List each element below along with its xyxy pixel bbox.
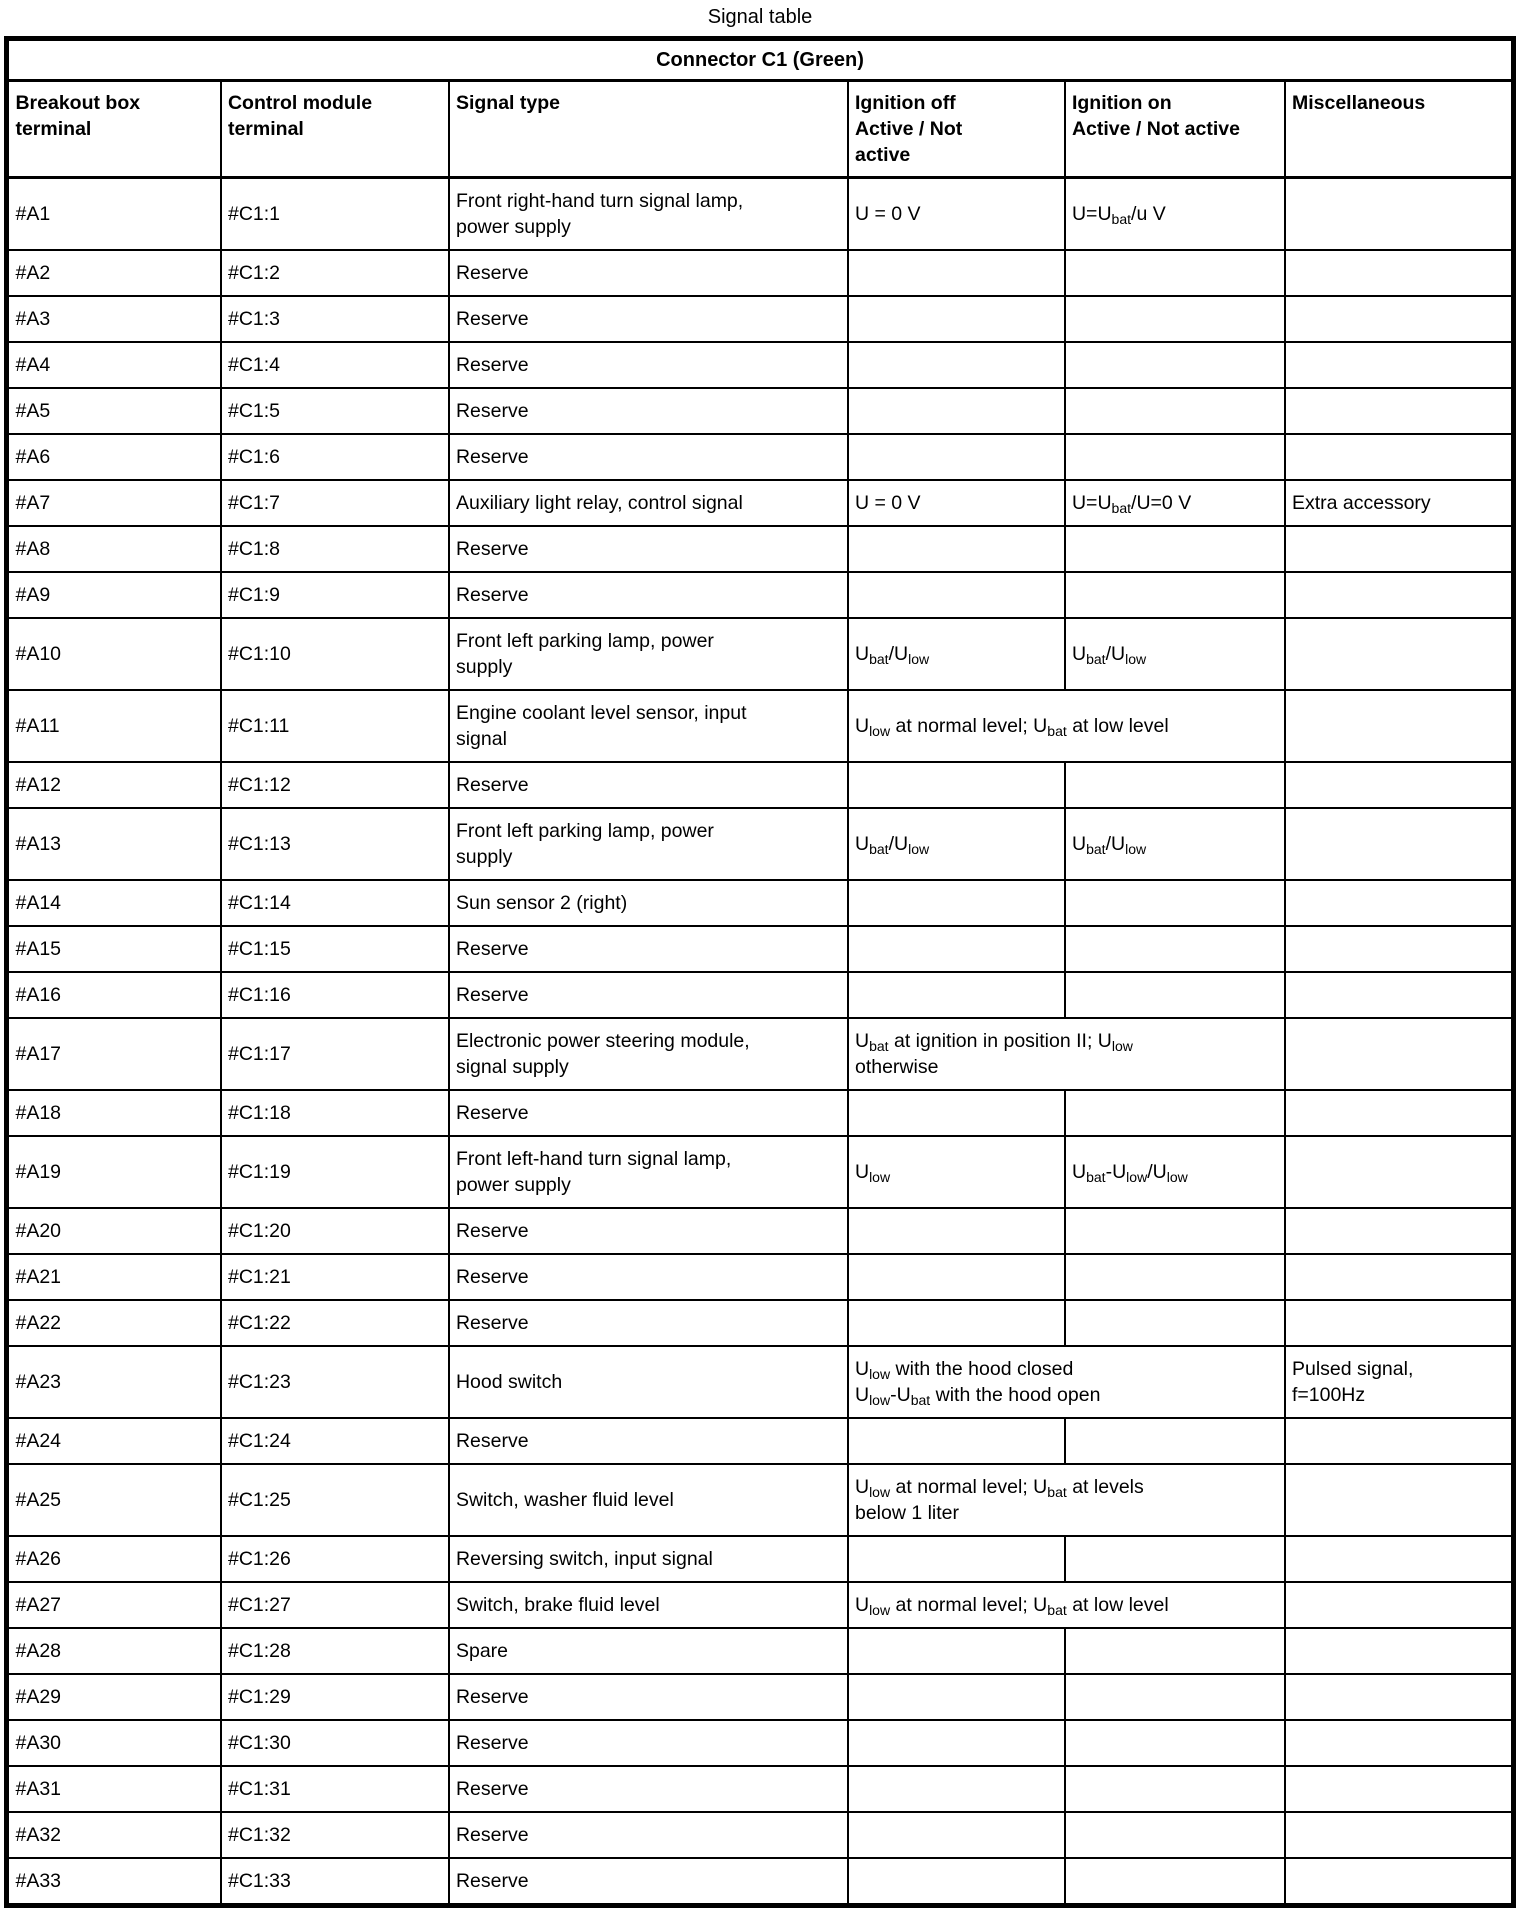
ignition-off-cell: [848, 1766, 1065, 1812]
ignition-on-cell: [1065, 1720, 1285, 1766]
breakout-terminal-cell: #A23: [7, 1346, 221, 1418]
module-terminal-cell: #C1:2: [221, 250, 449, 296]
miscellaneous-cell: [1285, 1536, 1513, 1582]
module-terminal-cell: #C1:26: [221, 1536, 449, 1582]
miscellaneous-cell: [1285, 972, 1513, 1018]
signal-type-cell: Reserve: [449, 296, 848, 342]
module-terminal-cell: #C1:24: [221, 1418, 449, 1464]
breakout-terminal-cell: #A10: [7, 618, 221, 690]
breakout-terminal-cell: #A21: [7, 1254, 221, 1300]
module-terminal-cell: #C1:3: [221, 296, 449, 342]
ignition-on-cell: [1065, 434, 1285, 480]
ignition-on-cell: $U=U_{bat}/U=0$ V: [1065, 480, 1285, 526]
signal-type-cell: Reserve: [449, 1812, 848, 1858]
table-row: [7, 572, 1513, 618]
signal-type-cell: Hood switch: [449, 1346, 848, 1418]
breakout-terminal-cell: #A2: [7, 250, 221, 296]
breakout-terminal-cell: #A17: [7, 1018, 221, 1090]
module-terminal-cell: #C1:31: [221, 1766, 449, 1812]
signal-type-cell: Reserve: [449, 762, 848, 808]
module-terminal-cell: #C1:29: [221, 1674, 449, 1720]
module-terminal-cell: #C1:4: [221, 342, 449, 388]
signal-type-cell: Reserve: [449, 1858, 848, 1906]
signal-type-cell: Reserve: [449, 1300, 848, 1346]
table-row: [7, 296, 1513, 342]
signal-type-cell: Switch, brake fluid level: [449, 1582, 848, 1628]
table-row: [7, 690, 1513, 762]
miscellaneous-cell: [1285, 1766, 1513, 1812]
ignition-on-cell: [1065, 296, 1285, 342]
miscellaneous-cell: [1285, 572, 1513, 618]
column-header-breakout-terminal: Breakout box terminal: [7, 81, 221, 178]
ignition-on-cell: $U_{bat}/U_{low}$: [1065, 808, 1285, 880]
ignition-off-cell: [848, 1418, 1065, 1464]
breakout-terminal-cell: #A12: [7, 762, 221, 808]
ignition-off-cell: [848, 1254, 1065, 1300]
breakout-terminal-cell: #A6: [7, 434, 221, 480]
ignition-off-cell: [848, 1208, 1065, 1254]
table-row: [7, 1858, 1513, 1906]
ignition-off-on-span-cell: $U_{bat}$ at ignition in position II; $U_{low}$ otherwise: [848, 1018, 1285, 1090]
miscellaneous-cell: [1285, 690, 1513, 762]
miscellaneous-cell: [1285, 1254, 1513, 1300]
miscellaneous-cell: [1285, 880, 1513, 926]
breakout-terminal-cell: #A15: [7, 926, 221, 972]
module-terminal-cell: #C1:16: [221, 972, 449, 1018]
signal-type-cell: Reserve: [449, 1720, 848, 1766]
column-header-signal-type: Signal type: [449, 81, 848, 178]
column-header-ignition-off: Ignition off Active / Not active: [848, 81, 1065, 178]
table-row: [7, 762, 1513, 808]
signal-type-cell: Reserve: [449, 926, 848, 972]
table-row: [7, 1090, 1513, 1136]
signal-type-cell: Reserve: [449, 1766, 848, 1812]
table-row: [7, 480, 1513, 526]
table-row: [7, 1464, 1513, 1536]
table-row: [7, 1674, 1513, 1720]
table-row: [7, 1766, 1513, 1812]
breakout-terminal-cell: #A24: [7, 1418, 221, 1464]
signal-type-cell: Auxiliary light relay, control signal: [449, 480, 848, 526]
signal-table-body: [7, 178, 1513, 1906]
ignition-on-cell: [1065, 1674, 1285, 1720]
table-row: [7, 1418, 1513, 1464]
breakout-terminal-cell: #A22: [7, 1300, 221, 1346]
ignition-on-cell: [1065, 1536, 1285, 1582]
ignition-off-cell: [848, 1674, 1065, 1720]
breakout-terminal-cell: #A31: [7, 1766, 221, 1812]
module-terminal-cell: #C1:23: [221, 1346, 449, 1418]
breakout-terminal-cell: #A33: [7, 1858, 221, 1906]
column-header-module-terminal: Control module terminal: [221, 81, 449, 178]
module-terminal-cell: #C1:8: [221, 526, 449, 572]
table-row: [7, 926, 1513, 972]
ignition-off-on-span-cell: $U_{low}$ at normal level; $U_{bat}$ at levels below 1 liter: [848, 1464, 1285, 1536]
ignition-off-cell: [848, 1536, 1065, 1582]
module-terminal-cell: #C1:28: [221, 1628, 449, 1674]
ignition-off-cell: [848, 296, 1065, 342]
breakout-terminal-cell: #A20: [7, 1208, 221, 1254]
miscellaneous-cell: [1285, 1812, 1513, 1858]
breakout-terminal-cell: #A32: [7, 1812, 221, 1858]
ignition-off-cell: [848, 762, 1065, 808]
ignition-on-cell: [1065, 1254, 1285, 1300]
miscellaneous-cell: [1285, 434, 1513, 480]
ignition-on-cell: [1065, 342, 1285, 388]
ignition-off-cell: [848, 250, 1065, 296]
ignition-on-cell: [1065, 388, 1285, 434]
module-terminal-cell: #C1:25: [221, 1464, 449, 1536]
ignition-off-cell: [848, 388, 1065, 434]
miscellaneous-cell: [1285, 296, 1513, 342]
miscellaneous-cell: [1285, 808, 1513, 880]
column-header-miscellaneous: Miscellaneous: [1285, 81, 1513, 178]
breakout-terminal-cell: #A28: [7, 1628, 221, 1674]
miscellaneous-cell: Extra accessory: [1285, 480, 1513, 526]
breakout-terminal-cell: #A9: [7, 572, 221, 618]
column-header-ignition-on: Ignition on Active / Not active: [1065, 81, 1285, 178]
signal-type-cell: Reserve: [449, 1418, 848, 1464]
miscellaneous-cell: [1285, 1300, 1513, 1346]
table-row: [7, 1536, 1513, 1582]
connector-header-row: [7, 39, 1513, 81]
table-row: [7, 1018, 1513, 1090]
miscellaneous-cell: [1285, 178, 1513, 251]
module-terminal-cell: #C1:19: [221, 1136, 449, 1208]
module-terminal-cell: #C1:12: [221, 762, 449, 808]
signal-table: [4, 36, 1515, 1908]
miscellaneous-cell: [1285, 762, 1513, 808]
signal-type-cell: Engine coolant level sensor, input signal: [449, 690, 848, 762]
signal-type-cell: Reserve: [449, 250, 848, 296]
ignition-on-cell: [1065, 1090, 1285, 1136]
column-header-row: [7, 81, 1513, 178]
miscellaneous-cell: Pulsed signal, f=100Hz: [1285, 1346, 1513, 1418]
module-terminal-cell: #C1:15: [221, 926, 449, 972]
table-row: [7, 178, 1513, 251]
miscellaneous-cell: [1285, 1720, 1513, 1766]
table-row: [7, 1300, 1513, 1346]
module-terminal-cell: #C1:14: [221, 880, 449, 926]
module-terminal-cell: #C1:22: [221, 1300, 449, 1346]
module-terminal-cell: #C1:18: [221, 1090, 449, 1136]
ignition-off-on-span-cell: $U_{low}$ with the hood closed $U_{low}-U_{bat}$ with the hood open: [848, 1346, 1285, 1418]
miscellaneous-cell: [1285, 526, 1513, 572]
ignition-off-cell: [848, 972, 1065, 1018]
module-terminal-cell: #C1:6: [221, 434, 449, 480]
ignition-on-cell: [1065, 762, 1285, 808]
module-terminal-cell: #C1:5: [221, 388, 449, 434]
table-row: [7, 434, 1513, 480]
ignition-on-cell: [1065, 1208, 1285, 1254]
breakout-terminal-cell: #A8: [7, 526, 221, 572]
breakout-terminal-cell: #A30: [7, 1720, 221, 1766]
signal-type-cell: Reserve: [449, 572, 848, 618]
ignition-on-cell: [1065, 880, 1285, 926]
table-row: [7, 880, 1513, 926]
breakout-terminal-cell: #A4: [7, 342, 221, 388]
breakout-terminal-cell: #A14: [7, 880, 221, 926]
ignition-off-on-span-cell: $U_{low}$ at normal level; $U_{bat}$ at low level: [848, 1582, 1285, 1628]
ignition-on-cell: [1065, 1628, 1285, 1674]
ignition-off-cell: [848, 926, 1065, 972]
module-terminal-cell: #C1:13: [221, 808, 449, 880]
miscellaneous-cell: [1285, 1858, 1513, 1906]
module-terminal-cell: #C1:1: [221, 178, 449, 251]
signal-type-cell: Reserve: [449, 434, 848, 480]
table-row: [7, 1208, 1513, 1254]
ignition-off-cell: [848, 880, 1065, 926]
table-row: [7, 526, 1513, 572]
ignition-off-cell: $U_{low}$: [848, 1136, 1065, 1208]
ignition-on-cell: $U=U_{bat}/u$ V: [1065, 178, 1285, 251]
ignition-on-cell: [1065, 1858, 1285, 1906]
ignition-on-cell: [1065, 972, 1285, 1018]
breakout-terminal-cell: #A27: [7, 1582, 221, 1628]
signal-type-cell: Reserve: [449, 342, 848, 388]
table-row: [7, 1582, 1513, 1628]
ignition-off-cell: [848, 1300, 1065, 1346]
breakout-terminal-cell: #A7: [7, 480, 221, 526]
miscellaneous-cell: [1285, 1018, 1513, 1090]
miscellaneous-cell: [1285, 926, 1513, 972]
ignition-on-cell: [1065, 1300, 1285, 1346]
ignition-off-cell: U = 0 V: [848, 480, 1065, 526]
ignition-off-cell: [848, 1628, 1065, 1674]
table-row: [7, 1812, 1513, 1858]
module-terminal-cell: #C1:27: [221, 1582, 449, 1628]
ignition-off-cell: [848, 1090, 1065, 1136]
ignition-on-cell: [1065, 1766, 1285, 1812]
miscellaneous-cell: [1285, 1208, 1513, 1254]
ignition-off-cell: [848, 342, 1065, 388]
breakout-terminal-cell: #A25: [7, 1464, 221, 1536]
signal-type-cell: Front left parking lamp, power supply: [449, 808, 848, 880]
module-terminal-cell: #C1:33: [221, 1858, 449, 1906]
ignition-on-cell: [1065, 1418, 1285, 1464]
signal-type-cell: Reserve: [449, 1674, 848, 1720]
miscellaneous-cell: [1285, 1090, 1513, 1136]
ignition-off-cell: $U_{bat}/U_{low}$: [848, 618, 1065, 690]
table-row: [7, 618, 1513, 690]
miscellaneous-cell: [1285, 1464, 1513, 1536]
ignition-on-cell: [1065, 1812, 1285, 1858]
breakout-terminal-cell: #A11: [7, 690, 221, 762]
table-row: [7, 1136, 1513, 1208]
signal-type-cell: Sun sensor 2 (right): [449, 880, 848, 926]
breakout-terminal-cell: #A29: [7, 1674, 221, 1720]
ignition-on-cell: [1065, 572, 1285, 618]
module-terminal-cell: #C1:11: [221, 690, 449, 762]
module-terminal-cell: #C1:10: [221, 618, 449, 690]
table-row: [7, 1346, 1513, 1418]
table-row: [7, 1720, 1513, 1766]
module-terminal-cell: #C1:9: [221, 572, 449, 618]
module-terminal-cell: #C1:30: [221, 1720, 449, 1766]
module-terminal-cell: #C1:20: [221, 1208, 449, 1254]
ignition-off-cell: [848, 526, 1065, 572]
breakout-terminal-cell: #A18: [7, 1090, 221, 1136]
ignition-off-cell: [848, 572, 1065, 618]
signal-type-cell: Reversing switch, input signal: [449, 1536, 848, 1582]
table-row: [7, 250, 1513, 296]
miscellaneous-cell: [1285, 388, 1513, 434]
module-terminal-cell: #C1:32: [221, 1812, 449, 1858]
module-terminal-cell: #C1:21: [221, 1254, 449, 1300]
signal-type-cell: Reserve: [449, 388, 848, 434]
ignition-off-cell: [848, 1858, 1065, 1906]
connector-header: Connector C1 (Green): [7, 39, 1513, 81]
ignition-on-cell: [1065, 526, 1285, 572]
page-title: Signal table: [707, 6, 813, 28]
miscellaneous-cell: [1285, 1628, 1513, 1674]
miscellaneous-cell: [1285, 1582, 1513, 1628]
signal-type-cell: Reserve: [449, 1090, 848, 1136]
signal-type-cell: Front left parking lamp, power supply: [449, 618, 848, 690]
ignition-off-cell: [848, 1812, 1065, 1858]
table-row: [7, 1254, 1513, 1300]
miscellaneous-cell: [1285, 1418, 1513, 1464]
signal-type-cell: Front right-hand turn signal lamp, power supply: [449, 178, 848, 251]
breakout-terminal-cell: #A19: [7, 1136, 221, 1208]
table-row: [7, 1628, 1513, 1674]
ignition-on-cell: $U_{bat}-U_{low}/U_{low}$: [1065, 1136, 1285, 1208]
table-row: [7, 388, 1513, 434]
signal-type-cell: Reserve: [449, 1254, 848, 1300]
signal-type-cell: Switch, washer fluid level: [449, 1464, 848, 1536]
ignition-off-cell: $U_{bat}/U_{low}$: [848, 808, 1065, 880]
miscellaneous-cell: [1285, 1674, 1513, 1720]
module-terminal-cell: #C1:7: [221, 480, 449, 526]
ignition-off-cell: [848, 1720, 1065, 1766]
module-terminal-cell: #C1:17: [221, 1018, 449, 1090]
ignition-on-cell: $U_{bat}/U_{low}$: [1065, 618, 1285, 690]
breakout-terminal-cell: #A13: [7, 808, 221, 880]
ignition-on-cell: [1065, 250, 1285, 296]
signal-type-cell: Spare: [449, 1628, 848, 1674]
table-row: [7, 972, 1513, 1018]
miscellaneous-cell: [1285, 342, 1513, 388]
ignition-off-on-span-cell: $U_{low}$ at normal level; $U_{bat}$ at low level: [848, 690, 1285, 762]
table-row: [7, 808, 1513, 880]
signal-type-cell: Reserve: [449, 1208, 848, 1254]
ignition-off-cell: U = 0 V: [848, 178, 1065, 251]
miscellaneous-cell: [1285, 618, 1513, 690]
miscellaneous-cell: [1285, 1136, 1513, 1208]
ignition-on-cell: [1065, 926, 1285, 972]
breakout-terminal-cell: #A3: [7, 296, 221, 342]
miscellaneous-cell: [1285, 250, 1513, 296]
signal-type-cell: Reserve: [449, 526, 848, 572]
breakout-terminal-cell: #A5: [7, 388, 221, 434]
signal-type-cell: Front left-hand turn signal lamp, power supply: [449, 1136, 848, 1208]
signal-type-cell: Reserve: [449, 972, 848, 1018]
breakout-terminal-cell: #A16: [7, 972, 221, 1018]
ignition-off-cell: [848, 434, 1065, 480]
breakout-terminal-cell: #A26: [7, 1536, 221, 1582]
signal-type-cell: Electronic power steering module, signal supply: [449, 1018, 848, 1090]
breakout-terminal-cell: #A1: [7, 178, 221, 251]
table-row: [7, 342, 1513, 388]
